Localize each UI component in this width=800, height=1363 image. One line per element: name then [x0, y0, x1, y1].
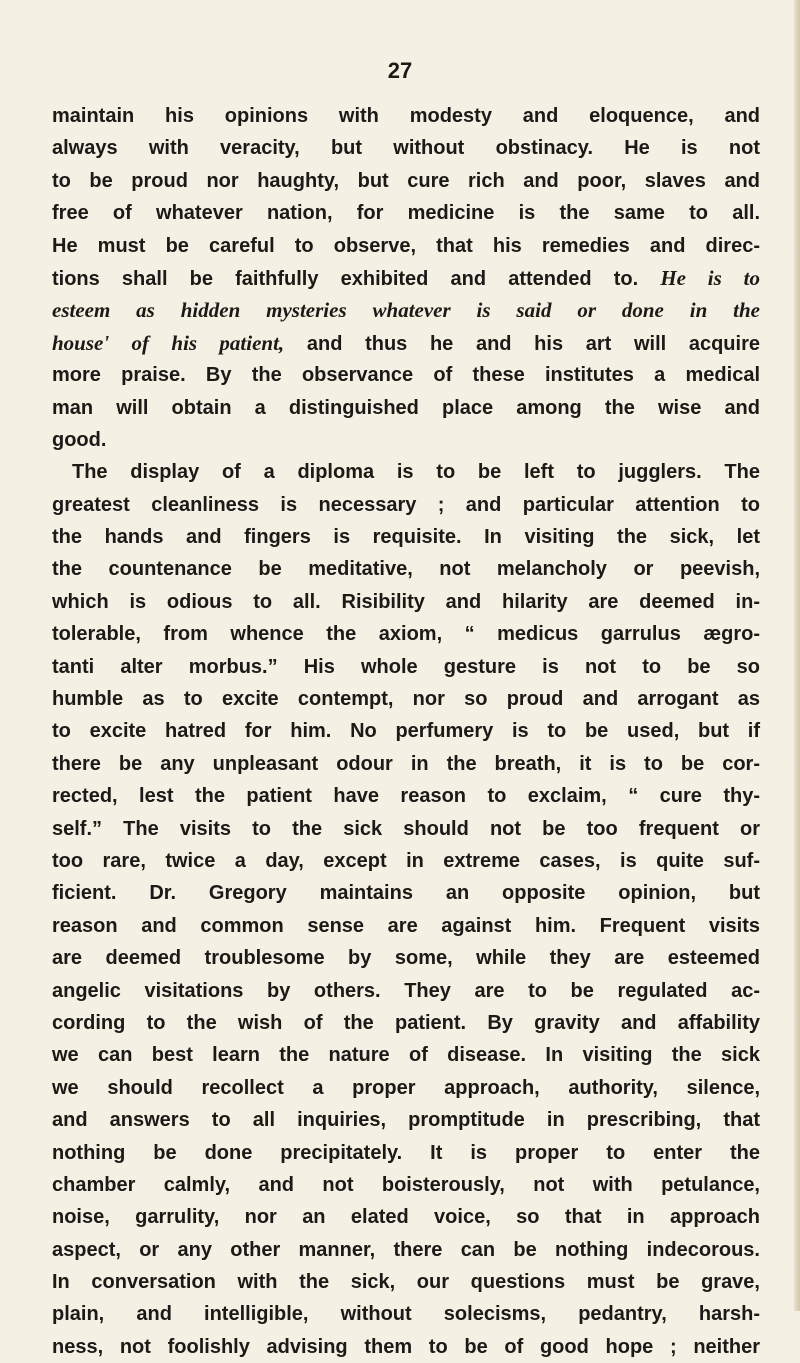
- text-line: [52, 877, 760, 909]
- text-line: [52, 230, 760, 262]
- page-edge: [794, 0, 800, 1311]
- line-text: humble as to excite contempt, nor so proud and arrogant as: [52, 688, 760, 711]
- line-text: to excite hatred for him. No perfumery is to be used, but if: [52, 720, 760, 743]
- text-line: [52, 586, 760, 618]
- page-number: 27: [387, 58, 413, 83]
- text-line: [52, 1104, 760, 1136]
- line-text: man will obtain a distinguished place among the wise and: [52, 396, 760, 419]
- line-text: rected, lest the patient have reason to exclaim, “ cure thy-: [52, 785, 760, 808]
- line-text: and thus he and his art will acquire: [284, 332, 760, 355]
- line-text: cording to the wish of the patient. By gravity and affability: [52, 1011, 760, 1034]
- text-line: [52, 521, 760, 553]
- text-line: [52, 748, 760, 780]
- text-line: [52, 489, 760, 521]
- body-text: [52, 100, 760, 1363]
- italic-text: He is to: [660, 265, 760, 290]
- line-text: the hands and fingers is requisite. In visiting the sick, let: [52, 526, 760, 549]
- line-text: greatest cleanliness is necessary ; and particular attention to: [52, 493, 760, 516]
- text-line: [52, 294, 760, 326]
- text-line: [52, 683, 760, 715]
- line-text: He must be careful to observe, that his remedies and direc-: [52, 234, 760, 257]
- text-line: [52, 1234, 760, 1266]
- text-line: [52, 715, 760, 747]
- line-text: and answers to all inquiries, promptitude in prescribing, that: [52, 1109, 760, 1132]
- line-text: too rare, twice a day, except in extreme cases, is quite suf-: [52, 849, 760, 872]
- text-line: [52, 1331, 760, 1363]
- text-line: [52, 618, 760, 650]
- line-text: the countenance be meditative, not melancholy or peevish,: [52, 558, 760, 581]
- text-line: [52, 651, 760, 683]
- italic-text: esteem as hidden mysteries whatever is said or done in the: [52, 298, 760, 323]
- text-line: [52, 1072, 760, 1104]
- line-text: we can best learn the nature of disease. In visiting the sick: [52, 1044, 760, 1067]
- line-text: ness, not foolishly advising them to be of good hope ; neither: [52, 1335, 760, 1358]
- line-text: maintain his opinions with modesty and eloquence, and: [52, 105, 760, 127]
- line-text: self.” The visits to the sick should not be too frequent or: [52, 817, 760, 840]
- text-line: [52, 132, 760, 164]
- line-text: more praise. By the observance of these institutes a medical: [52, 364, 760, 387]
- line-text: tolerable, from whence the axiom, “ medicus garrulus ægro-: [52, 623, 760, 646]
- line-text: ficient. Dr. Gregory maintains an opposite opinion, but: [52, 882, 760, 905]
- text-line: [52, 910, 760, 942]
- text-line: [52, 327, 760, 359]
- line-text: plain, and intelligible, without solecisms, pedantry, harsh-: [52, 1303, 760, 1326]
- text-line: [52, 845, 760, 877]
- line-text: to be proud nor haughty, but cure rich and poor, slaves and: [52, 169, 760, 192]
- line-text: aspect, or any other manner, there can be nothing indecorous.: [52, 1238, 760, 1261]
- line-text: which is odious to all. Risibility and hilarity are deemed in-: [52, 590, 760, 613]
- line-text: chamber calmly, and not boisterously, not with petulance,: [52, 1173, 760, 1196]
- text-line: [52, 359, 760, 391]
- line-text: tions shall be faithfully exhibited and attended to.: [52, 267, 661, 290]
- text-line: [52, 424, 760, 456]
- line-text: angelic visitations by others. They are to be regulated ac-: [52, 979, 760, 1002]
- text-line: [52, 813, 760, 845]
- line-text: good.: [52, 428, 107, 451]
- line-text: we should recollect a proper approach, authority, silence,: [52, 1076, 760, 1099]
- text-line: [52, 197, 760, 229]
- text-line: [52, 1298, 760, 1330]
- line-text: there be any unpleasant odour in the breath, it is to be cor-: [52, 752, 760, 775]
- text-line: [52, 942, 760, 974]
- text-line: [52, 975, 760, 1007]
- text-line: [52, 1137, 760, 1169]
- line-text: noise, garrulity, nor an elated voice, so that in approach: [52, 1206, 760, 1229]
- line-text: tanti alter morbus.” His whole gesture is not to be so: [52, 655, 760, 678]
- text-line: [52, 262, 760, 294]
- line-text: free of whatever nation, for medicine is the same to all.: [52, 202, 760, 225]
- line-text: nothing be done precipitately. It is proper to enter the: [52, 1141, 760, 1164]
- line-text: In conversation with the sick, our questions must be grave,: [52, 1271, 760, 1294]
- text-line: [52, 1169, 760, 1201]
- text-line: [52, 100, 760, 132]
- text-line: [52, 165, 760, 197]
- paragraph-start-line: [52, 456, 760, 488]
- text-line: [52, 1201, 760, 1233]
- text-line: [52, 1266, 760, 1298]
- line-text: are deemed troublesome by some, while they are esteemed: [52, 947, 760, 970]
- text-line: [52, 1039, 760, 1071]
- text-line: [52, 553, 760, 585]
- line-text: The display of a diploma is to be left to jugglers. The: [72, 461, 760, 484]
- text-line: [52, 392, 760, 424]
- text-line: [52, 780, 760, 812]
- italic-text: house' of his patient,: [52, 330, 285, 355]
- line-text: reason and common sense are against him. Frequent visits: [52, 914, 760, 937]
- text-line: [52, 1007, 760, 1039]
- line-text: always with veracity, but without obstinacy. He is not: [52, 137, 760, 160]
